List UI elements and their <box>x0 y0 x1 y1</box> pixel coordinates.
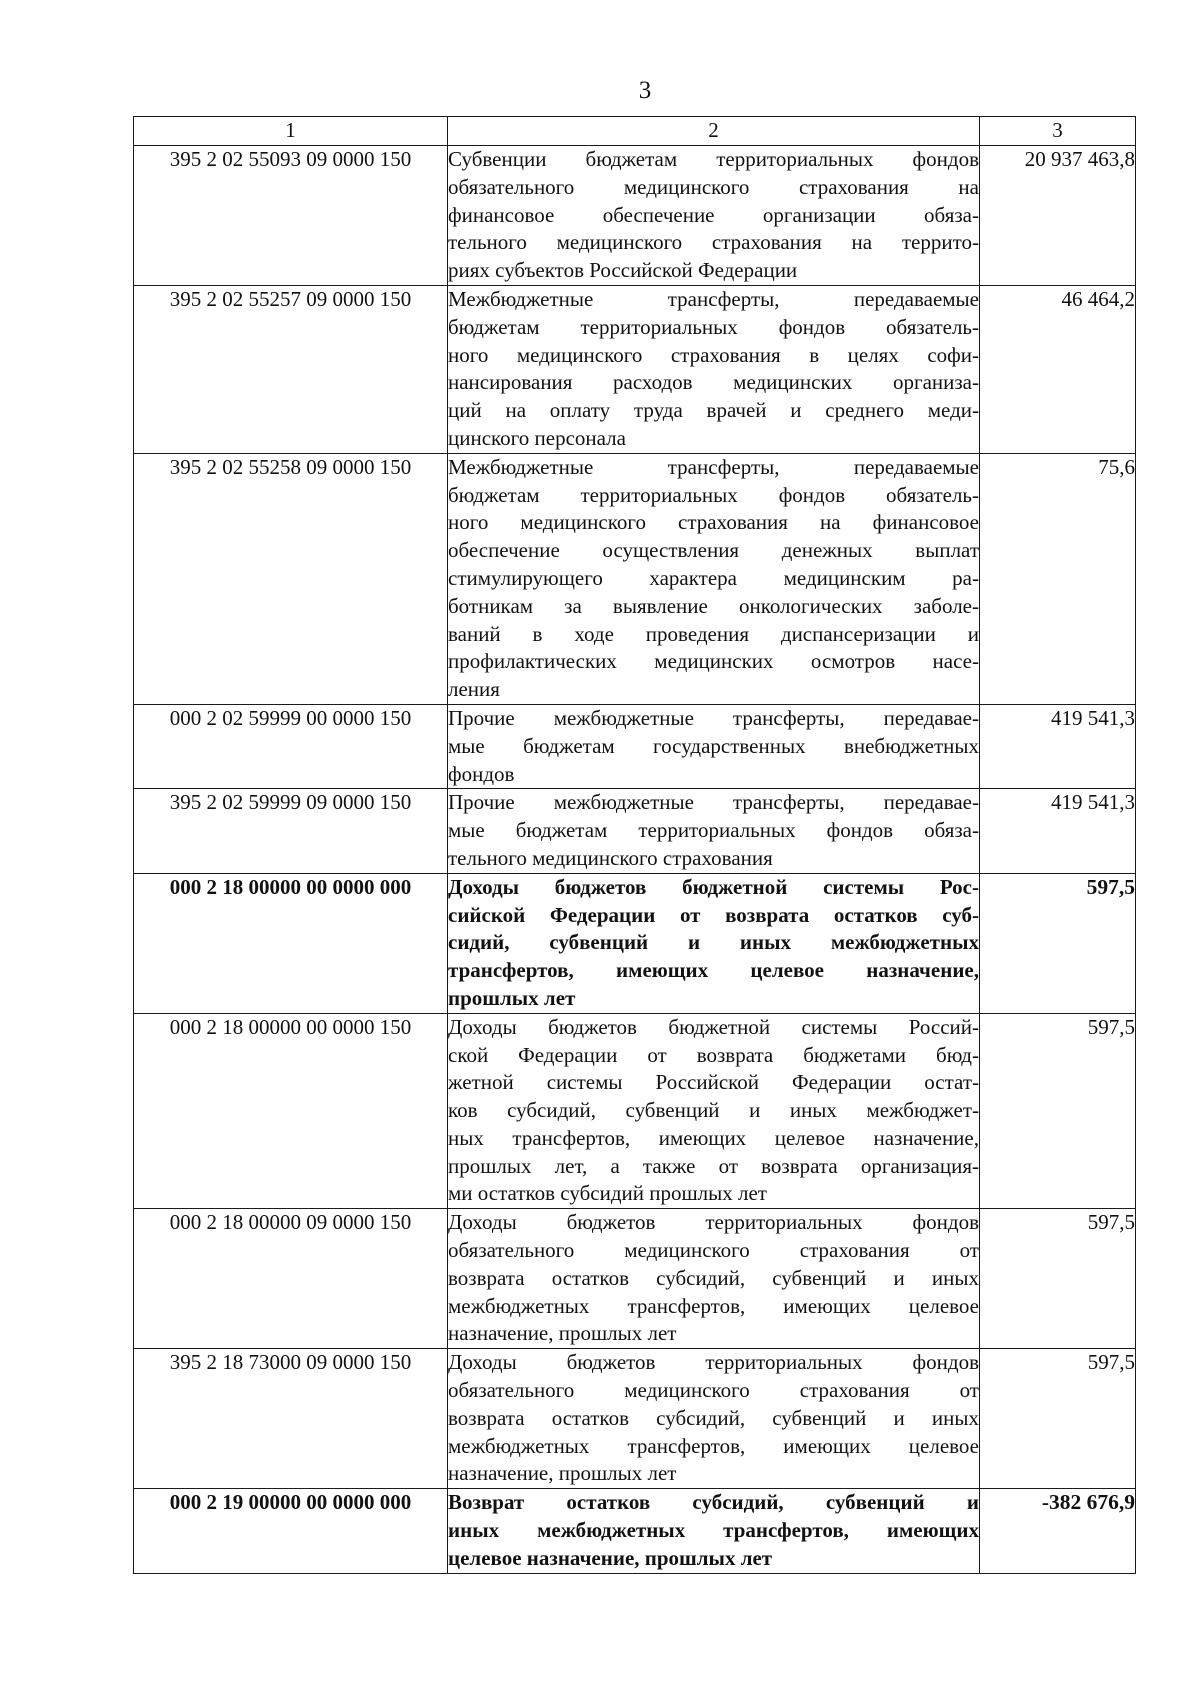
description-line: тельного медицинского страхования на террито- <box>448 230 979 255</box>
row-amount: 597,5 <box>980 1209 1136 1349</box>
description-line: сидий, субвенций и иных межбюджетных <box>448 930 979 955</box>
description-line: мые бюджетам территориальных фондов обяза- <box>448 818 979 843</box>
row-description <box>448 704 980 788</box>
table-header-row <box>134 117 1136 146</box>
budget-code: 000 2 02 59999 00 0000 150 <box>134 704 448 788</box>
row-description <box>448 1349 980 1489</box>
description-line: сийской Федерации от возврата остатков суб- <box>448 902 979 927</box>
description-line: мые бюджетам государственных внебюджетных <box>448 733 979 758</box>
page-number: 3 <box>638 77 652 104</box>
description-line: назначение, прошлых лет <box>448 1321 677 1346</box>
description-line: ми остатков субсидий прошлых лет <box>448 1181 767 1206</box>
row-amount: 597,5 <box>980 873 1136 1013</box>
description-line: прошлых лет <box>448 985 576 1010</box>
table-row-total <box>134 1489 1136 1573</box>
row-amount: 597,5 <box>980 1349 1136 1489</box>
table-row <box>134 704 1136 788</box>
description-line: Доходы бюджетов территориальных фондов <box>448 1210 979 1235</box>
budget-code: 000 2 18 00000 00 0000 000 <box>134 873 448 1013</box>
budget-code: 000 2 18 00000 09 0000 150 <box>134 1209 448 1349</box>
budget-code: 395 2 18 73000 09 0000 150 <box>134 1349 448 1489</box>
row-description <box>448 453 980 704</box>
row-description <box>448 873 980 1013</box>
description-line: цинского персонала <box>448 425 626 450</box>
description-line: прошлых лет, а также от возврата организация- <box>448 1153 979 1178</box>
description-line: обеспечение осуществления денежных выплат <box>448 538 979 563</box>
description-line: Субвенции бюджетам территориальных фондов <box>448 147 979 171</box>
description-line: межбюджетных трансфертов, имеющих целевое <box>448 1293 979 1318</box>
description-line: ской Федерации от возврата бюджетами бюд- <box>448 1042 979 1067</box>
column-header-2: 2 <box>448 117 980 146</box>
table-row <box>134 1013 1136 1209</box>
table-row <box>134 1209 1136 1349</box>
row-description <box>448 1489 980 1573</box>
budget-code: 395 2 02 55257 09 0000 150 <box>134 285 448 453</box>
description-line: Прочие межбюджетные трансферты, передавае- <box>448 790 979 815</box>
budget-code: 395 2 02 59999 09 0000 150 <box>134 789 448 873</box>
description-line: возврата остатков субсидий, субвенций и иных <box>448 1265 979 1290</box>
description-line: жетной системы Российской Федерации остат- <box>448 1070 979 1095</box>
description-line: стимулирующего характера медицинским ра- <box>448 565 979 590</box>
table-row-total <box>134 873 1136 1013</box>
table-row <box>134 1349 1136 1489</box>
description-line: бюджетам территориальных фондов обязатель- <box>448 482 979 507</box>
description-line: межбюджетных трансфертов, имеющих целевое <box>448 1433 979 1458</box>
description-line: риях субъектов Российской Федерации <box>448 258 798 283</box>
description-line: ботникам за выявление онкологических заболе- <box>448 593 979 618</box>
description-line: трансфертов, имеющих целевое назначение, <box>448 958 979 983</box>
description-line: ваний в ходе проведения диспансеризации и <box>448 621 979 646</box>
table-row <box>134 453 1136 704</box>
description-line: обязательного медицинского страхования от <box>448 1378 979 1403</box>
description-line: фондов <box>448 761 515 786</box>
description-line: Возврат остатков субсидий, субвенций и <box>448 1490 979 1515</box>
description-line: ления <box>448 677 500 702</box>
description-line: финансовое обеспечение организации обяза- <box>448 202 979 227</box>
row-description <box>448 285 980 453</box>
row-amount: 20 937 463,8 <box>980 146 1136 286</box>
description-line: назначение, прошлых лет <box>448 1461 677 1486</box>
description-line: целевое назначение, прошлых лет <box>448 1545 773 1570</box>
description-line: обязательного медицинского страхования от <box>448 1238 979 1263</box>
description-line: ций на оплату труда врачей и среднего меди- <box>448 398 979 423</box>
budget-code: 000 2 18 00000 00 0000 150 <box>134 1013 448 1209</box>
description-line: ного медицинского страхования в целях софи- <box>448 342 979 367</box>
description-line: нансирования расходов медицинских организа- <box>448 370 979 395</box>
description-line: бюджетам территориальных фондов обязатель- <box>448 314 979 339</box>
description-line: Прочие межбюджетные трансферты, передавае- <box>448 705 979 730</box>
revenue-table <box>133 116 1136 1574</box>
description-line: ков субсидий, субвенций и иных межбюджет- <box>448 1098 979 1123</box>
budget-code: 395 2 02 55258 09 0000 150 <box>134 453 448 704</box>
row-description <box>448 1013 980 1209</box>
row-amount: 46 464,2 <box>980 285 1136 453</box>
description-line: Доходы бюджетов территориальных фондов <box>448 1350 979 1375</box>
description-line: Межбюджетные трансферты, передаваемые <box>448 454 979 479</box>
table-row <box>134 789 1136 873</box>
row-amount: 597,5 <box>980 1013 1136 1209</box>
table-row <box>134 146 1136 286</box>
description-line: ных трансфертов, имеющих целевое назначение, <box>448 1125 979 1150</box>
row-amount: 419 541,3 <box>980 704 1136 788</box>
column-header-3: 3 <box>980 117 1136 146</box>
description-line: ного медицинского страхования на финансовое <box>448 510 979 535</box>
row-description <box>448 1209 980 1349</box>
row-amount: -382 676,9 <box>980 1489 1136 1573</box>
column-header-1: 1 <box>134 117 448 146</box>
description-line: возврата остатков субсидий, субвенций и иных <box>448 1405 979 1430</box>
row-description <box>448 789 980 873</box>
description-line: Доходы бюджетов бюджетной системы Россий- <box>448 1014 979 1039</box>
description-line: Межбюджетные трансферты, передаваемые <box>448 286 979 311</box>
row-amount: 419 541,3 <box>980 789 1136 873</box>
table-row <box>134 285 1136 453</box>
description-line: тельного медицинского страхования <box>448 845 773 870</box>
description-line: обязательного медицинского страхования на <box>448 174 979 199</box>
row-amount: 75,6 <box>980 453 1136 704</box>
description-line: профилактических медицинских осмотров насе- <box>448 649 979 674</box>
budget-code: 395 2 02 55093 09 0000 150 <box>134 146 448 286</box>
description-line: Доходы бюджетов бюджетной системы Рос- <box>448 874 979 899</box>
description-line: иных межбюджетных трансфертов, имеющих <box>448 1518 979 1543</box>
budget-code: 000 2 19 00000 00 0000 000 <box>134 1489 448 1573</box>
row-description <box>448 146 980 286</box>
